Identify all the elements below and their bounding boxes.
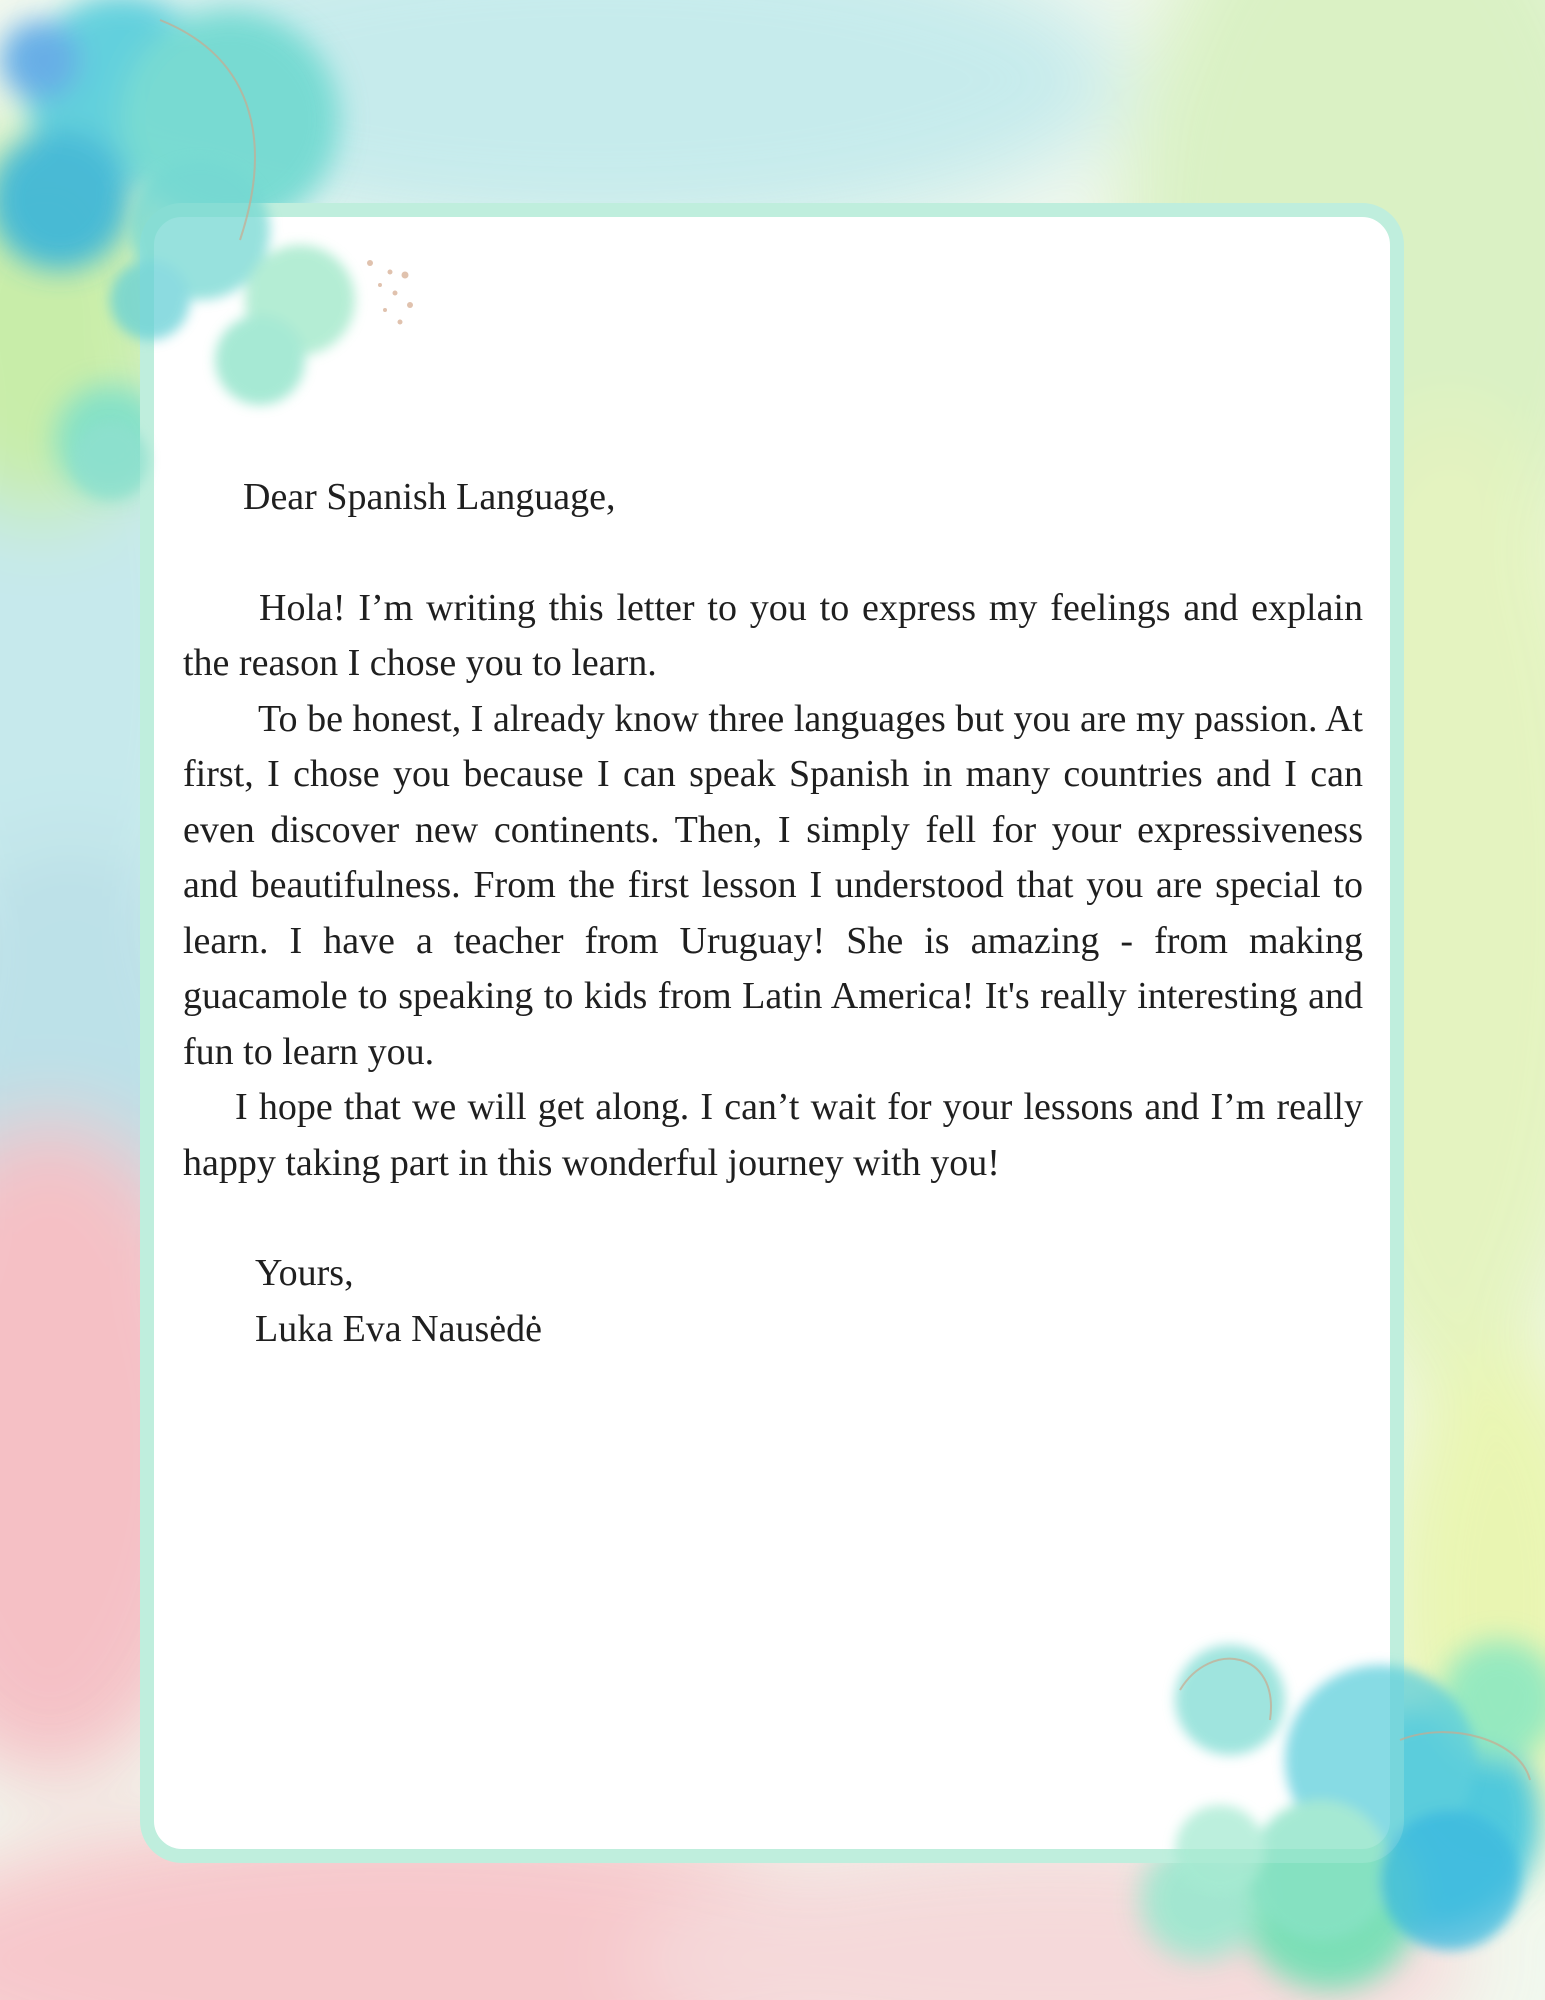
paragraph-3: I hope that we will get along. I can’t wait for your lessons and I’m really happy taking part in this wonderful journey with you! [183,1086,1363,1184]
letter-body [183,470,1363,1357]
signature: Luka Eva Nausėdė [255,1307,542,1350]
closing: Yours, [255,1252,354,1294]
greeting: Dear Spanish Language, [243,476,616,518]
paragraph-1: Hola! I’m writing this letter to you to express my feelings and explain the reason I chose you to learn. [183,586,1363,684]
paragraph-2: To be honest, I already know three languages but you are my passion. At first, I chose you because I can speak Spanish in many countries and I can even discover new continents. Then, I simply fell for your expressiveness and beautifulness. From the first lesson I understood that you are special to learn. I have a teacher from Uruguay! She is amazing - from making guacamole to speaking to kids from Latin America! It's really interesting and fun to learn you. [183,697,1363,1073]
